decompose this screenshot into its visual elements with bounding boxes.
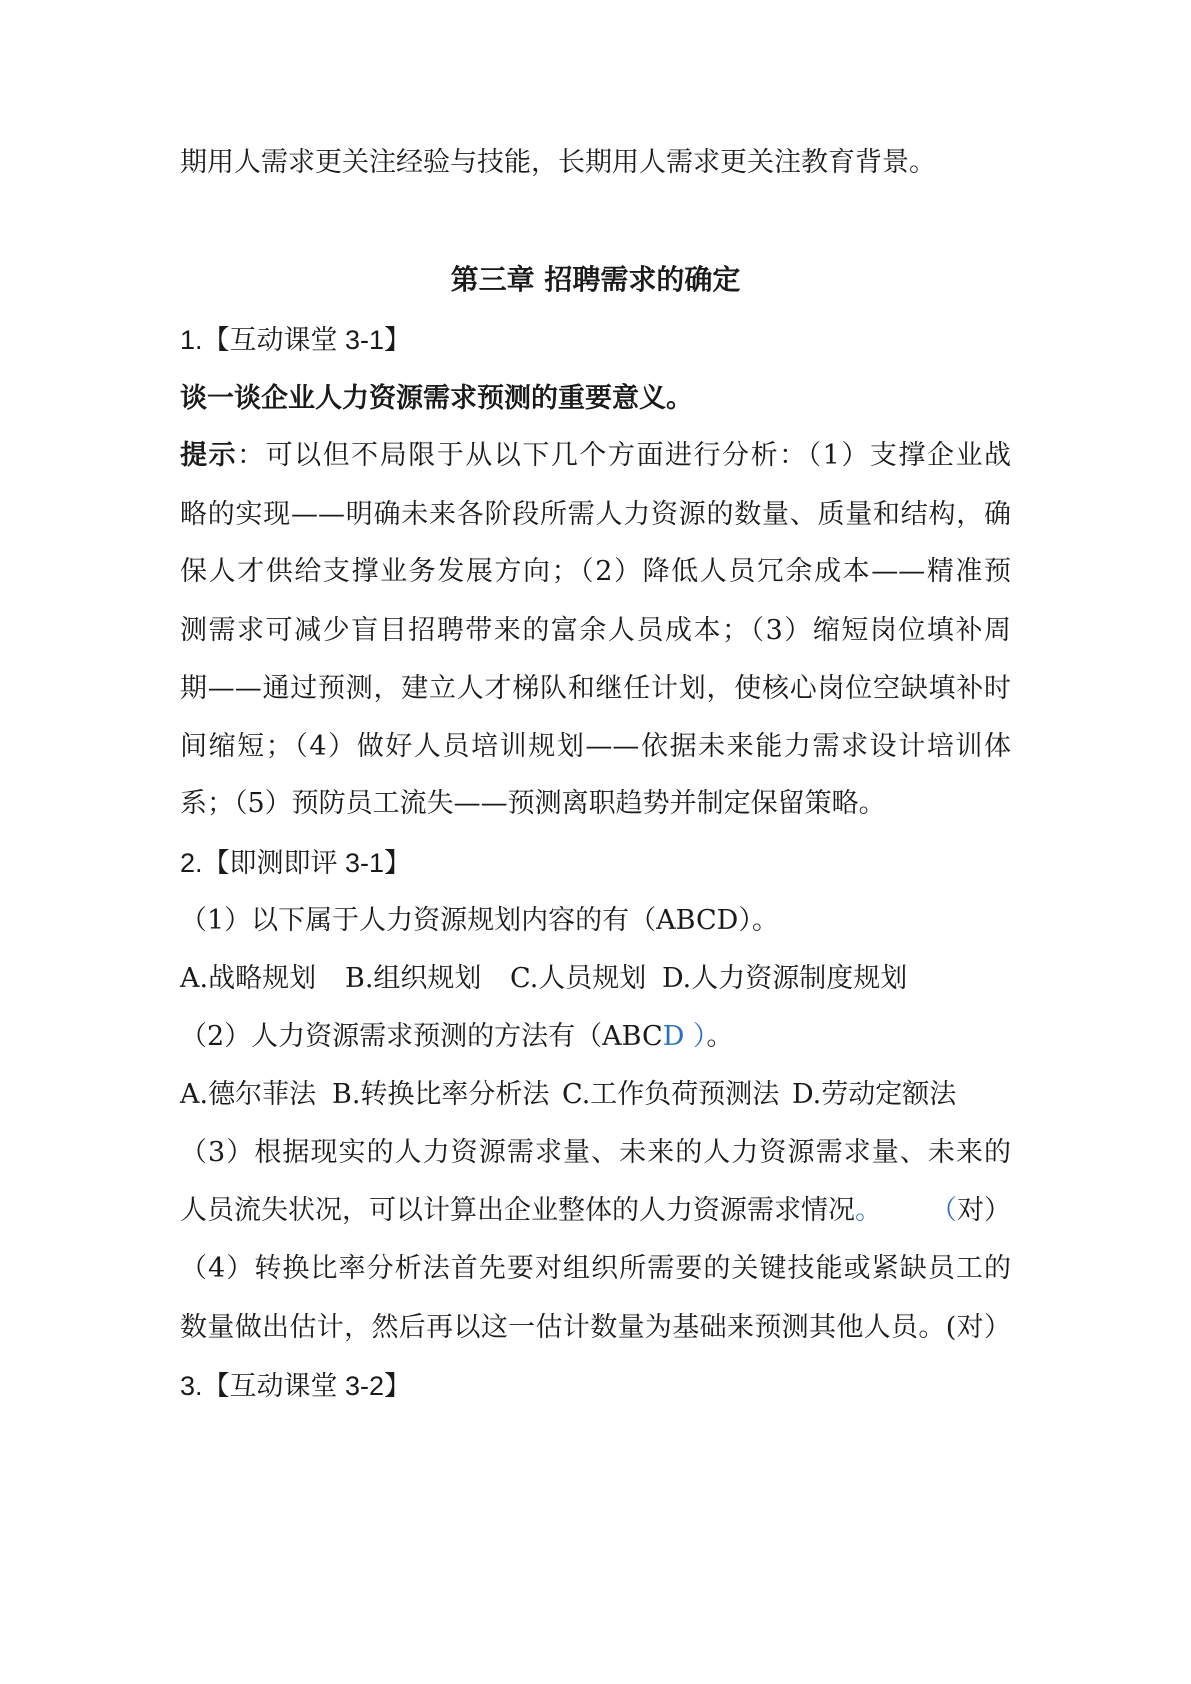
hint-line-4: 测需求可减少盲目招聘带来的富余人员成本；（3）缩短岗位填补周 — [180, 615, 1011, 646]
hint-line-1 — [180, 438, 1011, 474]
quiz-question-4-line-1: （4）转换比率分析法首先要对组织所需要的关键技能或紧缺员工的 — [180, 1253, 1011, 1284]
option-d: D.人力资源制度规划 — [662, 963, 908, 994]
option-b: B.转换比率分析法 — [332, 1079, 550, 1110]
answer-text: 对） — [957, 1195, 1011, 1226]
option-d: D.劳动定额法 — [792, 1079, 957, 1110]
question-text: 人员流失状况，可以计算出企业整体的人力资源需求情况 — [180, 1195, 855, 1226]
answer — [930, 1193, 1011, 1229]
answer-highlight: D ） — [662, 1021, 707, 1052]
option-c: C.人员规划 — [510, 963, 647, 994]
quiz-question-3-line-1: （3）根据现实的人力资源需求量、未来的人力资源需求量、未来的 — [180, 1137, 1011, 1168]
hint-line-3: 保人才供给支撑业务发展方向；（2）降低人员冗余成本——精准预 — [180, 556, 1011, 587]
option-a: A.战略规划 — [180, 963, 317, 994]
hint-text: ：可以但不局限于从以下几个方面进行分析：（1）支撑企业战 — [237, 440, 1011, 471]
quiz-question-2-options — [180, 1077, 1011, 1113]
quiz-question-2 — [180, 1019, 1011, 1055]
answer-open-paren: （ — [930, 1195, 957, 1226]
paragraph-continuation: 期用人需求更关注经验与技能，长期用人需求更关注教育背景。 — [180, 147, 936, 178]
hint-line-2: 略的实现——明确未来各阶段所需人力资源的数量、质量和结构，确 — [180, 499, 1011, 530]
section-heading-text: 1.【互动课堂 3-1】 — [180, 325, 412, 355]
hint-line-6: 间缩短；（4）做好人员培训规划——依据未来能力需求设计培训体 — [180, 731, 1011, 762]
question-text: （2）人力资源需求预测的方法有（ABC — [180, 1021, 663, 1052]
blue-period: 。 — [855, 1195, 882, 1226]
option-c: C.工作负荷预测法 — [562, 1079, 780, 1110]
section-heading-2: 2.【即测即评 3-1】 — [180, 848, 412, 878]
quiz-question-1-options — [180, 961, 1011, 997]
question-end: 。 — [706, 1021, 734, 1052]
hint-label: 提示 — [180, 440, 238, 471]
section-heading-1 — [180, 322, 1011, 359]
discussion-question: 谈一谈企业人力资源需求预测的重要意义。 — [180, 383, 693, 414]
option-a: A.德尔菲法 — [180, 1079, 317, 1110]
option-b: B.组织规划 — [345, 963, 482, 994]
quiz-question-3-line-2 — [180, 1193, 1011, 1229]
chapter-title: 第三章 招聘需求的确定 — [450, 263, 741, 296]
hint-line-5: 期——通过预测，建立人才梯队和继任计划，使核心岗位空缺填补时 — [180, 673, 1011, 704]
hint-line-7: 系；（5）预防员工流失——预测离职趋势并制定保留策略。 — [180, 788, 886, 819]
section-heading-3: 3.【互动课堂 3-2】 — [180, 1371, 412, 1401]
quiz-question-4-line-2: 数量做出估计，然后再以这一估计数量为基础来预测其他人员。(对） — [180, 1312, 1011, 1343]
quiz-question-1: （1）以下属于人力资源规划内容的有（ABCD）。 — [180, 905, 779, 936]
